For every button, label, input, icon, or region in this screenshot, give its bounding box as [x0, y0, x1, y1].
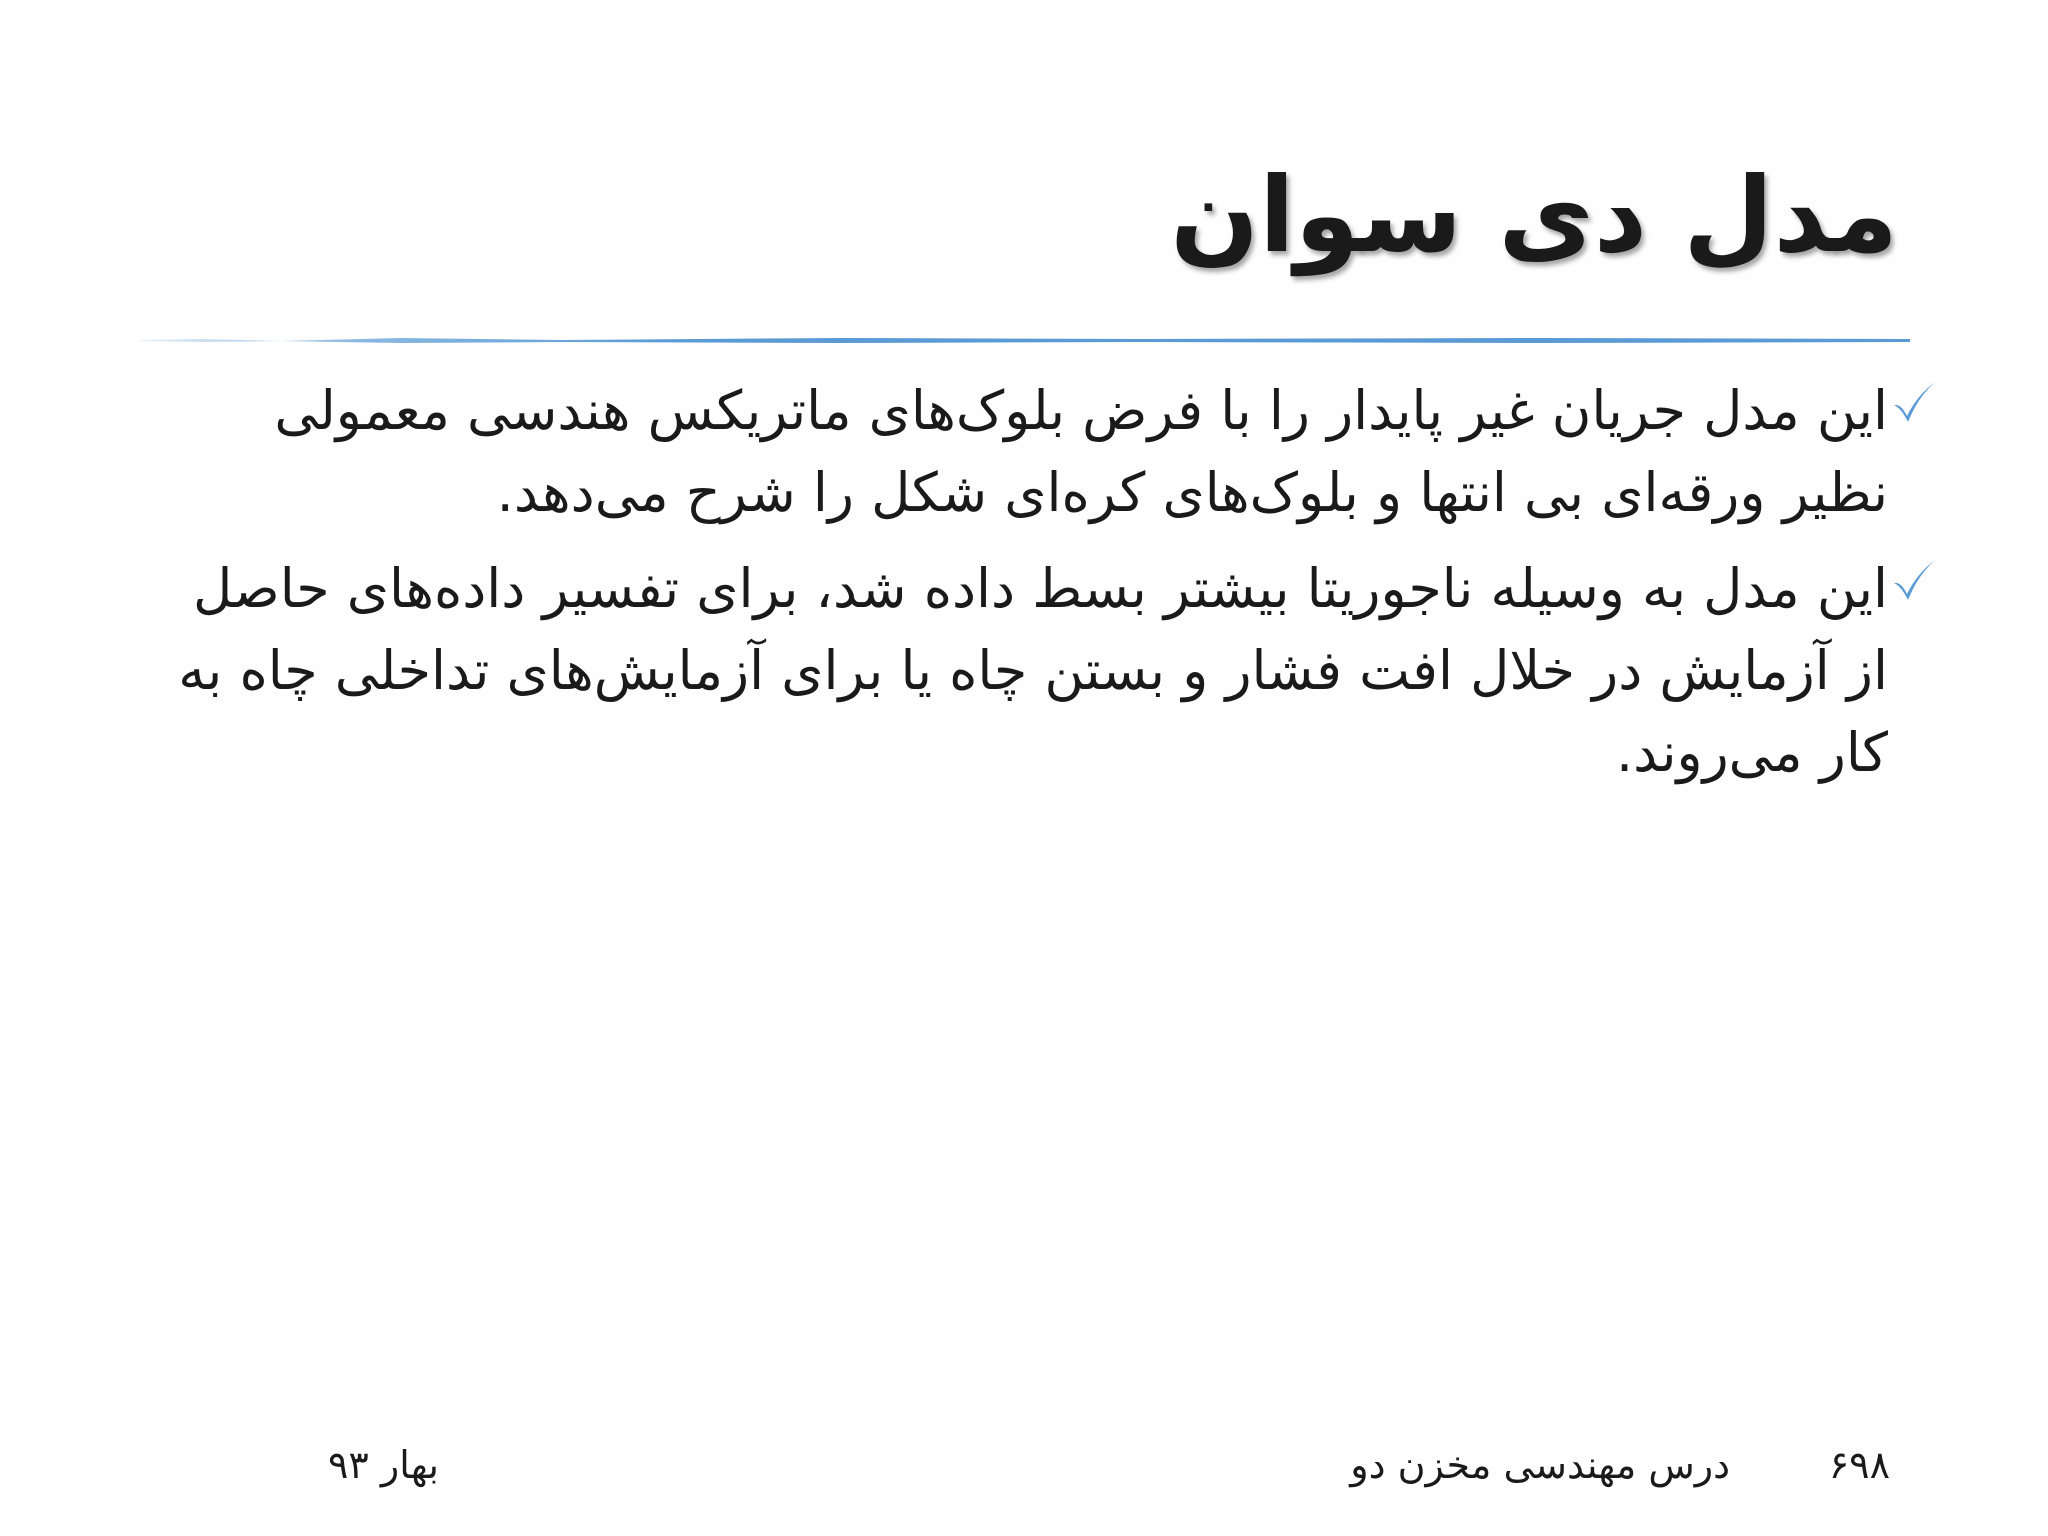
bullet-list: [138, 370, 1938, 808]
page-number: ۶۹۸: [1828, 1443, 1890, 1487]
title-underline: [140, 334, 1910, 346]
bullet-text: این مدل به وسیله ناجوریتا بیشتر بسط داده شد، برای تفسیر داده‌های حاصل از آزمایش در خلال افت فشار و بستن چاه یا برای آزمایش‌های تداخلی چاه به کار می‌روند.: [178, 557, 1888, 784]
bullet-item: [138, 370, 1938, 534]
footer-course: درس مهندسی مخزن دو: [1350, 1443, 1730, 1487]
footer-term: بهار ۹۳: [328, 1443, 439, 1487]
bullet-text: این مدل جریان غیر پایدار را با فرض بلوک‌های ماتریکس هندسی معمولی نظیر ورقه‌ای بی انتها و بلوک‌های کره‌ای شکل را شرح می‌دهد.: [274, 379, 1888, 524]
bullet-item: [138, 548, 1938, 794]
checkmark-icon: [1890, 556, 1938, 604]
slide-title: مدل دی سوان: [1170, 154, 1898, 276]
checkmark-icon: [1890, 378, 1938, 426]
